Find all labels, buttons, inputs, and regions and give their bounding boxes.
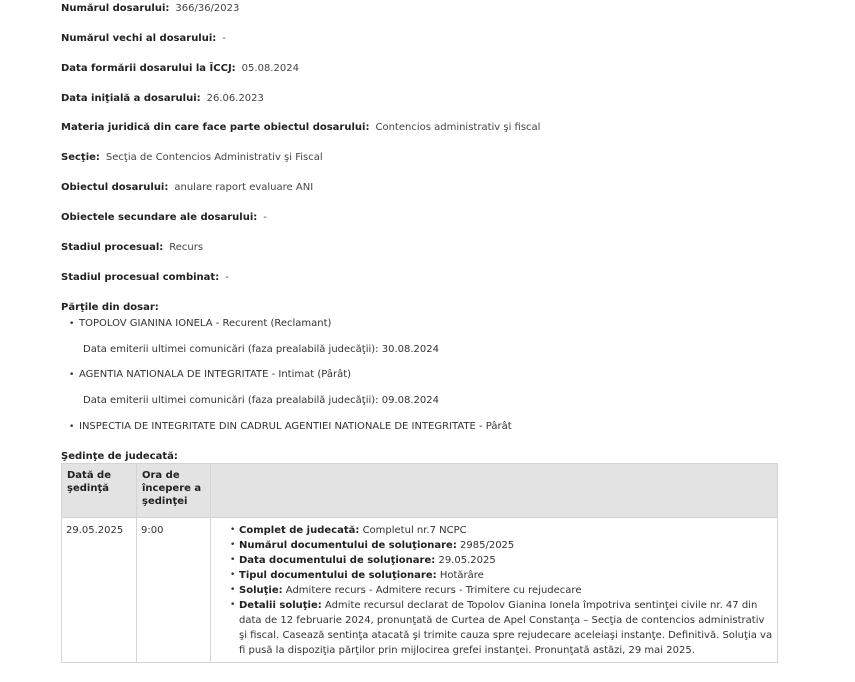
party-item <box>69 369 351 380</box>
col-header-time-line3: şedinţei <box>142 496 188 507</box>
detail-value: 29.05.2025 <box>438 555 496 566</box>
party-item <box>69 318 331 329</box>
party-communication-note: Data emiterii ultimei comunicări (faza prealabilă judecăţii): 30.08.2024 <box>83 344 439 355</box>
detail-label: Detalii soluţie: <box>239 600 322 611</box>
detail-document-date <box>230 553 773 568</box>
detail-document-number <box>230 538 773 553</box>
parties-title: Părţile din dosar: <box>61 302 159 313</box>
case-object-value: anulare raport evaluare ANI <box>174 182 314 193</box>
detail-label: Numărul documentului de soluţionare: <box>239 540 457 551</box>
old-case-number-value: - <box>222 33 226 44</box>
case-number-label: Numărul dosarului: <box>61 3 170 14</box>
table-row <box>62 518 778 663</box>
combined-stage-field <box>61 272 229 283</box>
old-case-number-label: Numărul vechi al dosarului: <box>61 33 217 44</box>
party-name: TOPOLOV GIANINA IONELA - Recurent (Reclamant) <box>79 318 332 329</box>
procedural-stage-field <box>61 242 203 253</box>
hearing-details-list <box>215 523 773 658</box>
formation-date-value: 05.08.2024 <box>241 63 299 74</box>
detail-label: Complet de judecată: <box>239 525 360 536</box>
initial-date-field <box>61 93 264 104</box>
detail-value: Hotărâre <box>439 570 484 581</box>
col-header-date-line2: şedinţă <box>67 483 109 494</box>
detail-value: 2985/2025 <box>460 540 515 551</box>
col-header-details <box>211 464 778 518</box>
detail-document-type <box>230 568 773 583</box>
section-field <box>61 152 323 163</box>
case-object-label: Obiectul dosarului: <box>61 182 169 193</box>
combined-stage-label: Stadiul procesual combinat: <box>61 272 220 283</box>
section-value: Secţia de Contencios Administrativ şi Fiscal <box>105 152 323 163</box>
secondary-objects-label: Obiectele secundare ale dosarului: <box>61 212 258 223</box>
secondary-objects-field <box>61 212 267 223</box>
col-header-time-line2: începere a <box>142 483 202 494</box>
hearings-header-row <box>62 464 778 518</box>
detail-panel <box>230 523 773 538</box>
detail-label: Data documentului de soluţionare: <box>239 555 436 566</box>
party-item <box>69 421 512 432</box>
detail-value: Admite recursul declarat de Topolov Gianina Ionela împotriva sentinţei civile nr. 47 din data de 12 februarie 2024, pronunţată de Curtea de Apel Constanţa – Secţia de contencios administrativ şi fiscal. Casează sentinţa atacată şi trimite cauza spre rejudecare aceleiaşi instanţe. Definitivă. Soluţia va fi pusă la dispoziţia părţilor prin mijlocirea grefei instanţei. Pronunţată astăzi, 29 mai 2025. <box>239 600 773 656</box>
detail-value: Admitere recurs - Admitere recurs - Trimitere cu rejudecare <box>285 585 582 596</box>
party-name: INSPECTIA DE INTEGRITATE DIN CADRUL AGENTIEI NATIONALE DE INTEGRITATE - Pârât <box>79 421 512 432</box>
legal-matter-label: Materia juridică din care face parte obiectul dosarului: <box>61 122 370 133</box>
initial-date-value: 26.06.2023 <box>206 93 264 104</box>
old-case-number-field <box>61 33 226 44</box>
bullet-icon: • <box>69 319 75 329</box>
hearing-time: 9:00 <box>137 518 211 663</box>
hearings-title: Şedinţe de judecată: <box>61 451 178 462</box>
case-number-field <box>61 3 239 14</box>
detail-value: Completul nr.7 NCPC <box>362 525 467 536</box>
detail-label: Soluţie: <box>239 585 283 596</box>
hearing-date: 29.05.2025 <box>62 518 137 663</box>
bullet-icon: • <box>69 422 75 432</box>
detail-solution-details <box>230 598 773 658</box>
party-name: AGENTIA NATIONALA DE INTEGRITATE - Intimat (Pârât) <box>79 369 352 380</box>
col-header-date <box>62 464 137 518</box>
case-object-field <box>61 182 313 193</box>
col-header-time <box>137 464 211 518</box>
procedural-stage-label: Stadiul procesual: <box>61 242 164 253</box>
hearing-details <box>211 518 778 663</box>
formation-date-label: Data formării dosarului la ÎCCJ: <box>61 63 236 74</box>
col-header-time-line1: Ora de <box>142 470 180 481</box>
party-communication-note: Data emiterii ultimei comunicări (faza prealabilă judecăţii): 09.08.2024 <box>83 395 439 406</box>
detail-solution <box>230 583 773 598</box>
col-header-date-line1: Dată de <box>67 470 111 481</box>
hearings-table <box>61 463 778 663</box>
case-number-value: 366/36/2023 <box>175 3 240 14</box>
legal-matter-value: Contencios administrativ şi fiscal <box>375 122 541 133</box>
formation-date-field <box>61 63 299 74</box>
section-label: Secţie: <box>61 152 100 163</box>
procedural-stage-value: Recurs <box>169 242 204 253</box>
bullet-icon: • <box>69 370 75 380</box>
detail-label: Tipul documentului de soluţionare: <box>239 570 437 581</box>
combined-stage-value: - <box>225 272 229 283</box>
secondary-objects-value: - <box>263 212 267 223</box>
legal-matter-field <box>61 122 540 133</box>
initial-date-label: Data iniţială a dosarului: <box>61 93 201 104</box>
